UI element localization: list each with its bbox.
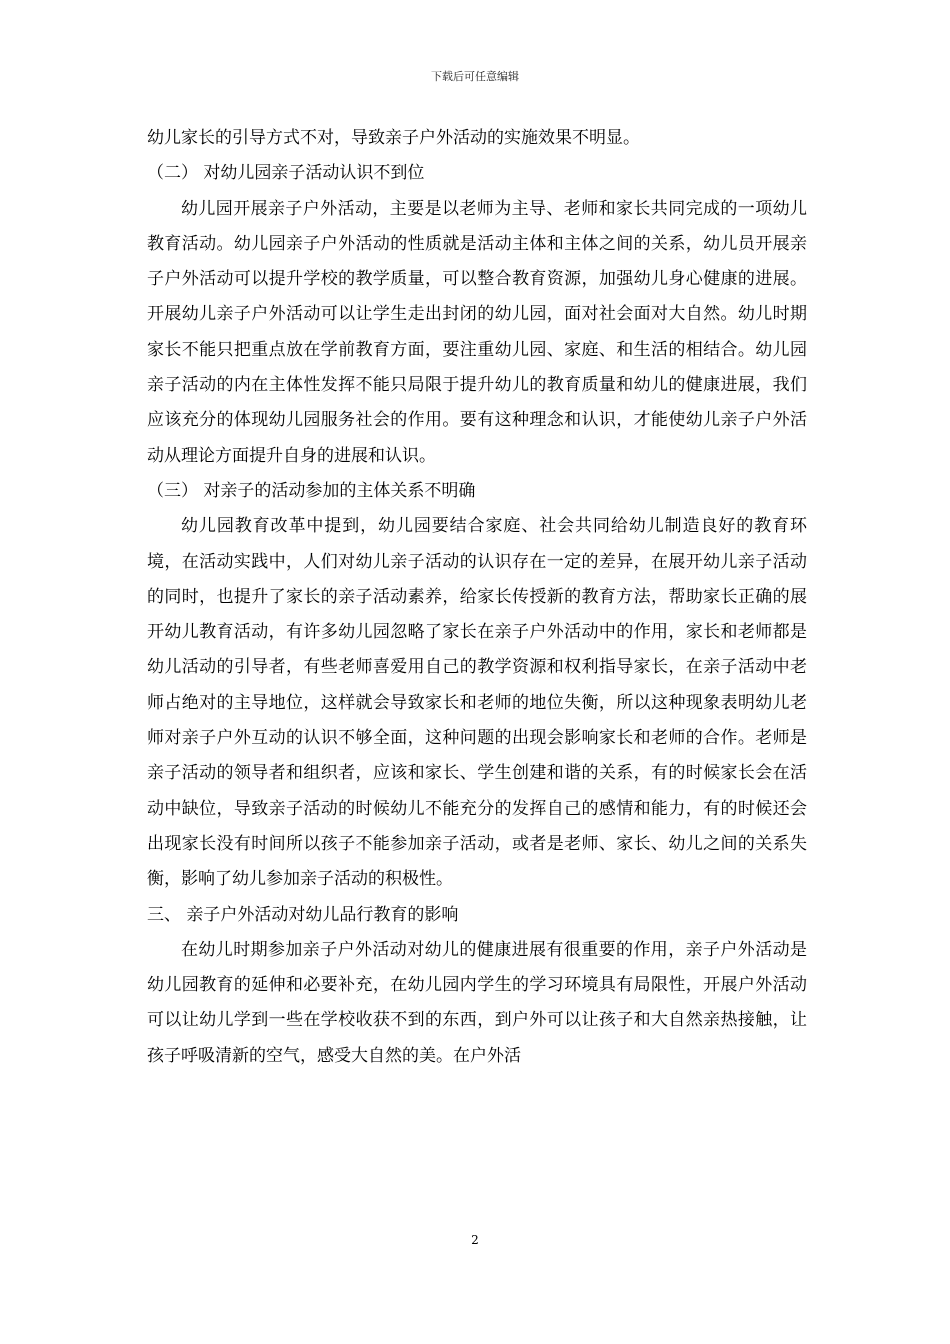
section-heading-2: （二） 对幼儿园亲子活动认识不到位	[147, 163, 425, 184]
chapter-heading-3: 三、 亲子户外活动对幼儿品行教育的影响	[147, 904, 459, 925]
paragraph-continuation: 幼儿家长的引导方式不对，导致亲子户外活动的实施效果不明显。	[147, 128, 640, 148]
paragraph-chapter-3: 在幼儿时期参加亲子户外活动对幼儿的健康进展有很重要的作用，亲子户外活动是幼儿园教育的延伸和必要补充，在幼儿园内学生的学习环境具有局限性，开展户外活动可以让幼儿学到一些在学校收获不到的东西，到户外可以让孩子和大自然亲热接触，让孩子呼吸清新的空气，感受大自然的美。在户外活	[147, 939, 807, 1066]
page-header-note: 下载后可任意编辑	[431, 70, 519, 83]
paragraph-section-2: 幼儿园开展亲子户外活动，主要是以老师为主导、老师和家长共同完成的一项幼儿教育活动。幼儿园亲子户外活动的性质就是活动主体和主体之间的关系，幼儿员开展亲子户外活动可以提升学校的教学质量，可以整合教育资源，加强幼儿身心健康的进展。开展幼儿亲子户外活动可以让学生走出封闭的幼儿园，面对社会面对大自然。幼儿时期家长不能只把重点放在学前教育方面，要注重幼儿园、家庭、和生活的相结合。幼儿园亲子活动的内在主体性发挥不能只局限于提升幼儿的教育质量和幼儿的健康进展，我们应该充分的体现幼儿园服务社会的作用。要有这种理念和认识，才能使幼儿亲子户外活动从理论方面提升自身的进展和认识。	[147, 198, 807, 466]
document-body	[147, 121, 807, 1074]
page-number: 2	[471, 1233, 479, 1247]
section-heading-3: （三） 对亲子的活动参加的主体关系不明确	[147, 480, 476, 501]
paragraph-section-3: 幼儿园教育改革中提到，幼儿园要结合家庭、社会共同给幼儿制造良好的教育环境，在活动实践中，人们对幼儿亲子活动的认识存在一定的差异，在展开幼儿亲子活动的同时，也提升了家长的亲子活动素养，给家长传授新的教育方法，帮助家长正确的展开幼儿教育活动，有许多幼儿园忽略了家长在亲子户外活动中的作用，家长和老师都是幼儿活动的引导者，有些老师喜爱用自己的教学资源和权利指导家长，在亲子活动中老师占绝对的主导地位，这样就会导致家长和老师的地位失衡，所以这种现象表明幼儿老师对亲子户外互动的认识不够全面，这种问题的出现会影响家长和老师的合作。老师是亲子活动的领导者和组织者，应该和家长、学生创建和谐的关系，有的时候家长会在活动中缺位，导致亲子活动的时候幼儿不能充分的发挥自己的感情和能力，有的时候还会出现家长没有时间所以孩子不能参加亲子活动，或者是老师、家长、幼儿之间的关系失衡，影响了幼儿参加亲子活动的积极性。	[147, 516, 807, 890]
